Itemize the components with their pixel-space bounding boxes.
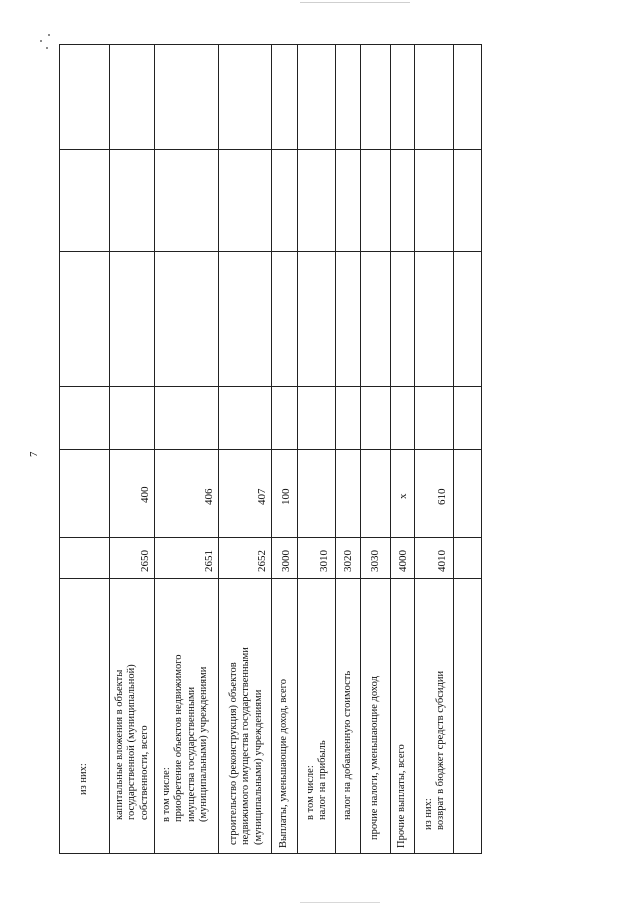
scan-speck: [40, 40, 42, 42]
row-code: 4010: [436, 550, 448, 572]
row-label: из них:: [78, 763, 89, 795]
table-row: [305, 740, 330, 820]
table-row: [369, 676, 381, 840]
row-border: [154, 44, 155, 854]
row-code: 3000: [280, 550, 292, 572]
scan-edge-bottom: [300, 902, 380, 903]
row-border: [218, 44, 219, 854]
row-label: Выплаты, уменьшающие доход, всего: [278, 679, 289, 848]
row-border: [390, 44, 391, 854]
row-label: из них:: [423, 798, 434, 830]
row-label: прочие налоги, уменьшающие доход: [369, 676, 380, 840]
row-line-code: 400: [139, 486, 151, 503]
row-label: (муниципальными) учреждениями: [198, 666, 210, 822]
row-line-code: x: [397, 493, 409, 499]
row-label: строительство (реконструкция) объектов: [228, 662, 239, 845]
table-row: [228, 647, 265, 845]
scan-speck: [46, 47, 48, 49]
row-code: 2650: [139, 550, 151, 572]
row-code: 3030: [369, 550, 381, 572]
row-line-code: 100: [280, 488, 292, 505]
row-code: 4000: [397, 550, 409, 572]
row-label: недвижимого имущества государственными: [240, 647, 252, 845]
table-row: [78, 763, 90, 795]
row-line-code: 406: [203, 488, 215, 505]
row-border: [271, 44, 272, 854]
table-row: [342, 671, 354, 820]
row-label: Прочие выплаты, всего: [396, 744, 407, 848]
row-border: [453, 44, 454, 854]
table-row: [423, 671, 448, 830]
row-border: [297, 44, 298, 854]
row-border: [360, 44, 361, 854]
row-label: (муниципальными) учреждениями: [252, 689, 264, 845]
row-border: [414, 44, 415, 854]
row-code: 3010: [318, 550, 330, 572]
scan-edge-top: [300, 2, 410, 3]
table-row: [114, 664, 151, 820]
row-line-code: 610: [436, 488, 448, 505]
row-label: в том числе:: [161, 767, 172, 822]
row-label: налог на прибыль: [317, 740, 329, 820]
row-code: 2651: [203, 550, 215, 572]
scan-speck: [48, 34, 50, 36]
table-row: [161, 654, 211, 822]
row-label: имущества государственными: [185, 686, 197, 822]
row-code: 3020: [342, 550, 354, 572]
row-label: собственности, всего: [138, 725, 150, 820]
table-row: [396, 744, 408, 848]
page-number: 7: [28, 451, 40, 457]
row-label: приобретение объектов недвижимого: [173, 654, 185, 822]
row-line-code: 407: [256, 488, 268, 505]
row-border: [109, 44, 110, 854]
row-label: налог на добавленную стоимость: [342, 670, 353, 820]
row-label: в том числе:: [305, 765, 316, 820]
table-row: [278, 679, 290, 848]
row-label: капитальные вложения в объекты: [114, 669, 125, 820]
row-code: 2652: [256, 550, 268, 572]
row-label: возврат в бюджет средств субсидии: [435, 670, 447, 830]
row-label: государственной (муниципальной): [126, 664, 138, 820]
row-border: [335, 44, 336, 854]
